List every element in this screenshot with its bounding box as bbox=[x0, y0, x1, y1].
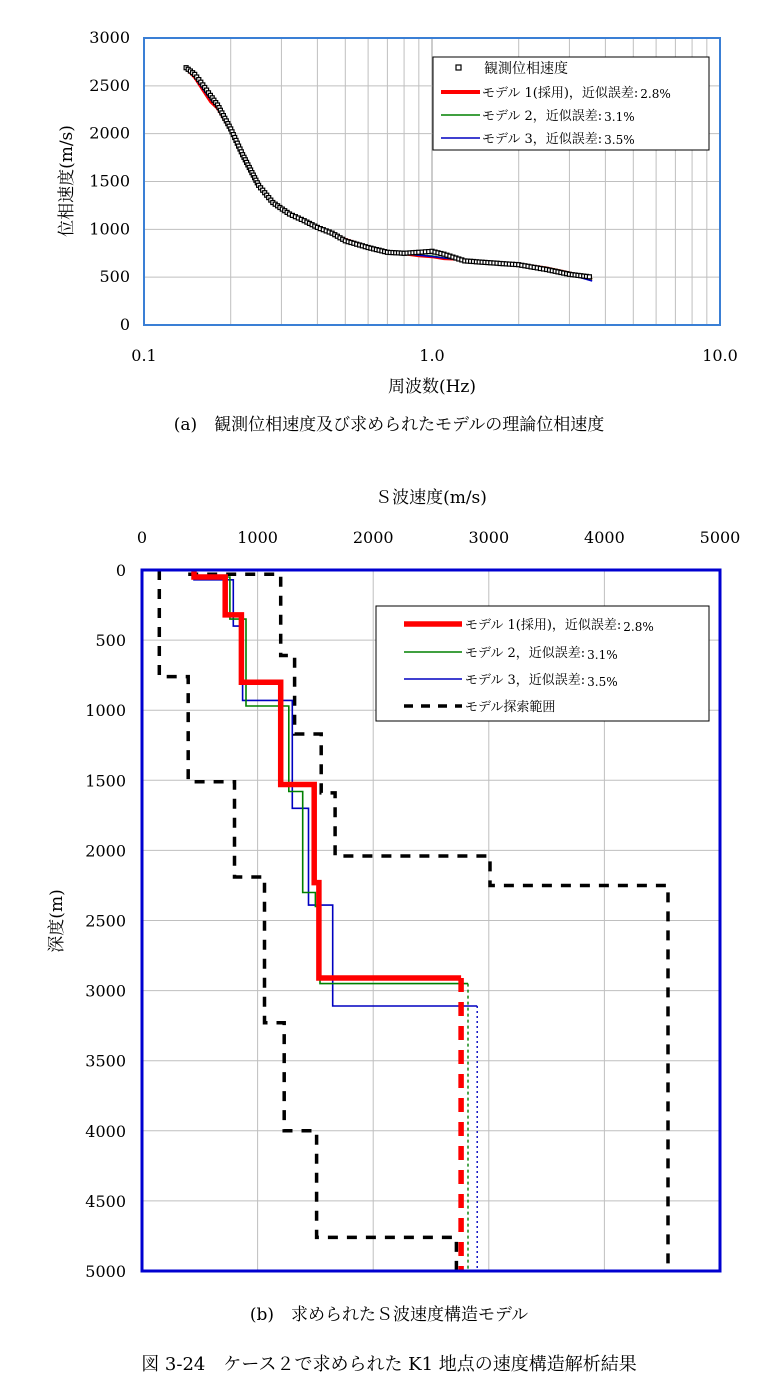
x-tick-label: 1000 bbox=[237, 528, 278, 547]
legend-label-search: モデル探索範囲 bbox=[465, 700, 556, 715]
chart-b-xlabel: Ｓ波速度(m/s) bbox=[375, 488, 487, 508]
legend-error-model-3: 3.5% bbox=[587, 675, 618, 689]
legend-error-model-2: 3.1% bbox=[604, 110, 635, 124]
legend-error-model-1: 2.8% bbox=[640, 87, 671, 101]
x-tick-label: 0 bbox=[136, 528, 148, 547]
y-tick-label: 2500 bbox=[89, 75, 130, 95]
caption-a: (a) 観測位相速度及び求められたモデルの理論位相速度 bbox=[173, 415, 605, 435]
chart-phase-velocity bbox=[57, 28, 738, 397]
y-tick-label: 3000 bbox=[89, 28, 130, 47]
y-tick-label: 1500 bbox=[89, 171, 130, 191]
y-tick-label: 5000 bbox=[85, 1262, 126, 1281]
x-tick-label: 2000 bbox=[352, 528, 394, 547]
x-tick-label: 5000 bbox=[699, 528, 741, 547]
chart-b-legend bbox=[376, 606, 709, 721]
legend-label-model-1: モデル 1(採用)，近似誤差: bbox=[465, 618, 622, 633]
y-tick-label: 1000 bbox=[89, 219, 130, 239]
y-tick-label: 4500 bbox=[85, 1191, 126, 1211]
y-tick-label: 1500 bbox=[85, 771, 126, 791]
y-tick-label: 500 bbox=[95, 631, 126, 651]
y-tick-label: 2500 bbox=[85, 911, 126, 931]
y-tick-label: 0 bbox=[115, 561, 126, 580]
x-tick-label: 4000 bbox=[584, 528, 625, 547]
y-tick-label: 3500 bbox=[85, 1051, 126, 1071]
legend-error-model-1: 2.8% bbox=[623, 620, 654, 634]
legend-marker-observed bbox=[456, 65, 461, 70]
chart-a-ylabel: 位相速度(m/s) bbox=[57, 125, 77, 237]
chart-s-wave-velocity bbox=[47, 488, 740, 1281]
legend-label-model-2: モデル 2，近似誤差: bbox=[482, 109, 603, 124]
chart-b-ylabel: 深度(m) bbox=[47, 889, 67, 953]
legend-error-model-2: 3.1% bbox=[587, 648, 618, 662]
y-tick-label: 0 bbox=[119, 315, 130, 334]
legend-label-model-2: モデル 2，近似誤差: bbox=[465, 646, 586, 661]
x-tick-label: 10.0 bbox=[702, 346, 738, 365]
figure-title: 図 3-24 ケース２で求められた K1 地点の速度構造解析結果 bbox=[141, 1354, 637, 1375]
legend-label-observed: 観測位相速度 bbox=[484, 61, 568, 77]
legend-label-model-3: モデル 3，近似誤差: bbox=[482, 132, 603, 147]
x-tick-label: 1.0 bbox=[419, 346, 445, 365]
y-tick-label: 3000 bbox=[85, 981, 126, 1001]
y-tick-label: 4000 bbox=[85, 1121, 126, 1141]
legend-error-model-3: 3.5% bbox=[604, 133, 635, 147]
y-tick-label: 2000 bbox=[89, 123, 130, 143]
x-tick-label: 3000 bbox=[468, 528, 510, 547]
y-tick-label: 1000 bbox=[85, 701, 126, 721]
legend-label-model-1: モデル 1(採用)，近似誤差: bbox=[482, 86, 639, 101]
chart-a-xlabel: 周波数(Hz) bbox=[387, 377, 477, 397]
observed-point bbox=[587, 275, 591, 279]
y-tick-label: 2000 bbox=[85, 841, 126, 861]
chart-a-legend bbox=[433, 57, 709, 150]
caption-b: (b) 求められたＳ波速度構造モデル bbox=[249, 1305, 529, 1325]
legend-label-model-3: モデル 3，近似誤差: bbox=[465, 673, 586, 688]
x-tick-label: 0.1 bbox=[131, 346, 157, 365]
y-tick-label: 500 bbox=[99, 267, 130, 287]
